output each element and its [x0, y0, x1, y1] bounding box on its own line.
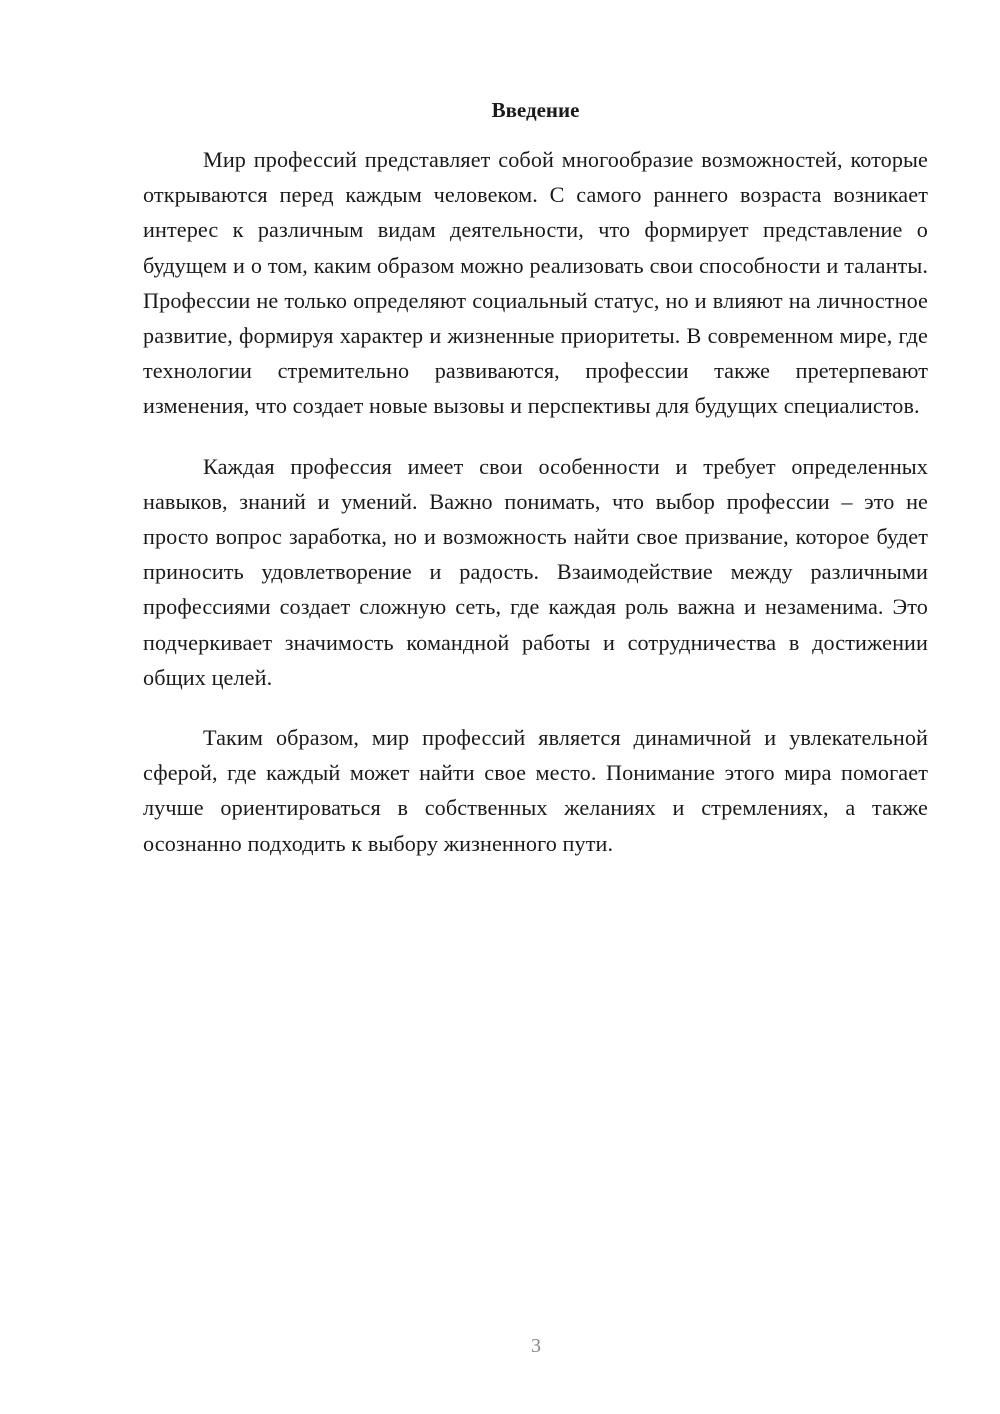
paragraph-1: Мир профессий представляет собой многообразие возможностей, которые открываются перед каждым человеком. С самого раннего возраста возникает интерес к различным видам деятельности, что формирует представление о будущем и о том, каким образом можно реализовать свои способности и таланты. Профессии не только определяют социальный статус, но и влияют на личностное развитие, формируя характер и жизненные приоритеты. В современном мире, где технологии стремительно развиваются, профессии также претерпевают изменения, что создает новые вызовы и перспективы для будущих специалистов. [143, 147, 928, 419]
page-content [143, 96, 928, 886]
paragraph-3: Таким образом, мир профессий является динамичной и увлекательной сферой, где каждый может найти свое место. Понимание этого мира помогает лучше ориентироваться в собственных желаниях и стремлениях, а также осознанно подходить к выбору жизненного пути. [143, 725, 928, 856]
paragraph-2: Каждая профессия имеет свои особенности и требует определенных навыков, знаний и умений. Важно понимать, что выбор профессии – это не просто вопрос заработка, но и возможность найти свое призвание, которое будет приносить удовлетворение и радость. Взаимодействие между различными профессиями создает сложную сеть, где каждая роль важна и незаменима. Это подчеркивает значимость командной работы и сотрудничества в достижении общих целей. [143, 453, 928, 690]
section-heading: Введение [491, 98, 580, 122]
page-number: 3 [531, 1335, 541, 1357]
